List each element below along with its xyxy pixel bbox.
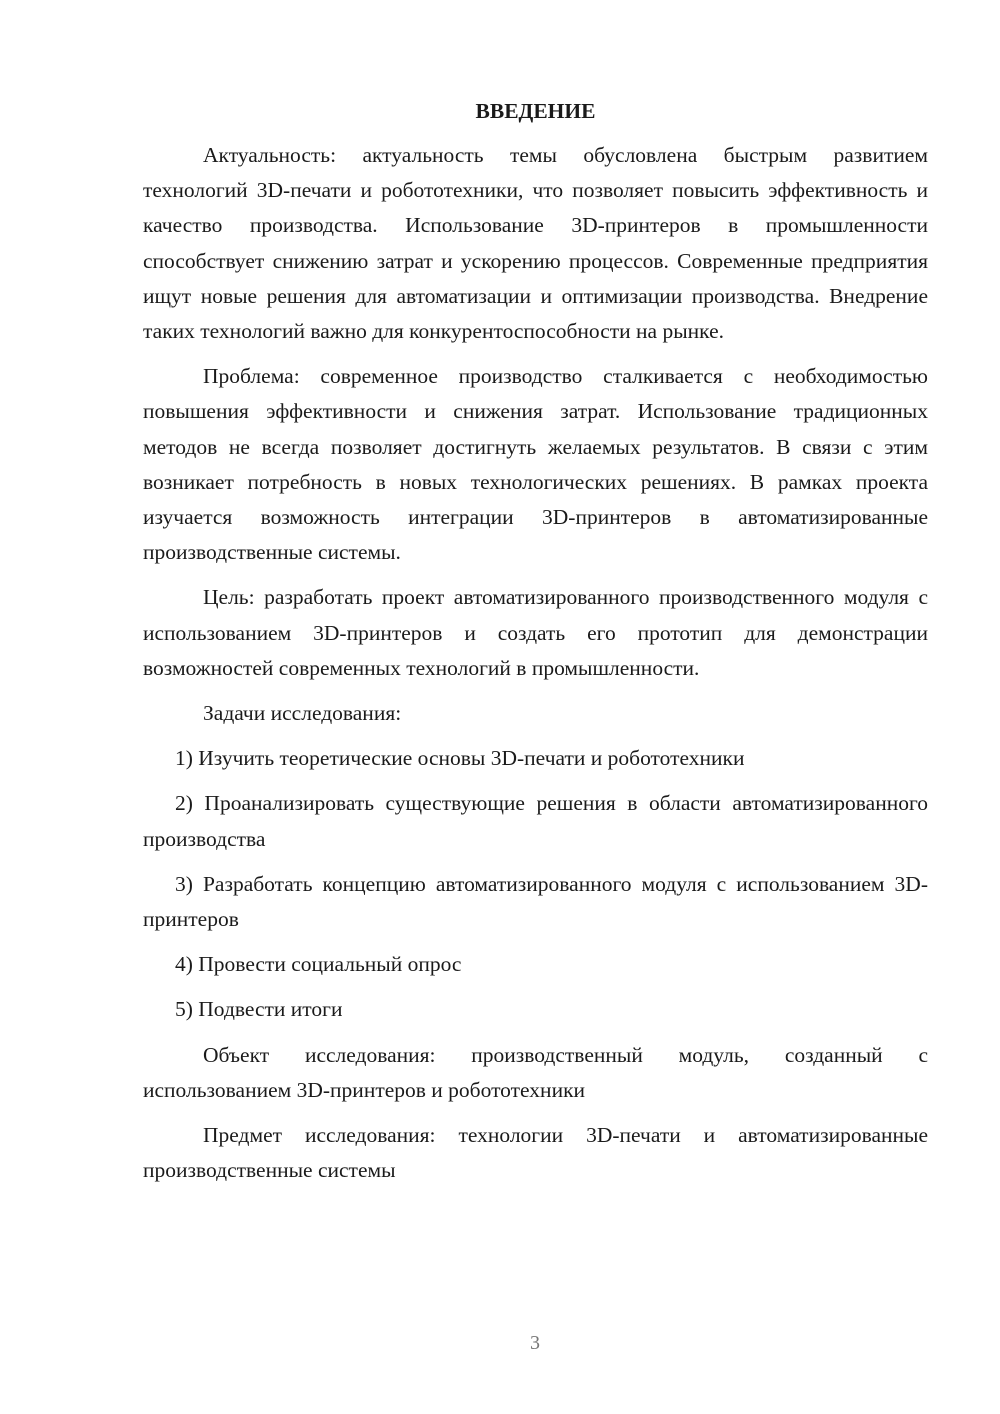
list-item: 4) Провести социальный опрос (175, 952, 462, 977)
page-body (143, 94, 928, 1198)
subject-paragraph: Предмет исследования: технологии 3D-печати и автоматизированные производственные системы (143, 1123, 928, 1183)
object-paragraph: Объект исследования: производственный модуль, созданный с использованием 3D-принтеров и робототехники (143, 1042, 928, 1102)
problem-paragraph: Проблема: современное производство сталкивается с необходимостью повышения эффективности и снижения затрат. Использование традиционных методов не всегда позволяет достигнуть желаемых результатов. В связи с этим возникает потребность в новых технологических решениях. В рамках проекта изучается возможность интеграции 3D-принтеров в автоматизированные производственные системы. (143, 364, 928, 565)
goal-paragraph: Цель: разработать проект автоматизированного производственного модуля с использованием 3D-принтеров и создать его прототип для демонстрации возможностей современных технологий в промышленности. (143, 585, 928, 680)
list-item: 2) Проанализировать существующие решения в области автоматизированного производства (143, 791, 928, 851)
relevance-paragraph: Актуальность: актуальность темы обусловлена быстрым развитием технологий 3D-печати и робототехники, что позволяет повысить эффективность и качество производства. Использование 3D-принтеров в промышленности способствует снижению затрат и ускорению процессов. Современные предприятия ищут новые решения для автоматизации и оптимизации производства. Внедрение таких технологий важно для конкурентоспособности на рынке. (143, 143, 928, 344)
list-item: 5) Подвести итоги (175, 997, 343, 1022)
list-item: 3) Разработать концепцию автоматизированного модуля с использованием 3D-принтеров (143, 871, 928, 932)
page-number: 3 (530, 1332, 540, 1354)
page-title: ВВЕДЕНИЕ (475, 99, 596, 123)
tasks-list (143, 741, 928, 1027)
tasks-heading: Задачи исследования: (203, 701, 402, 726)
list-item: 1) Изучить теоретические основы 3D-печати и робототехники (175, 746, 745, 771)
